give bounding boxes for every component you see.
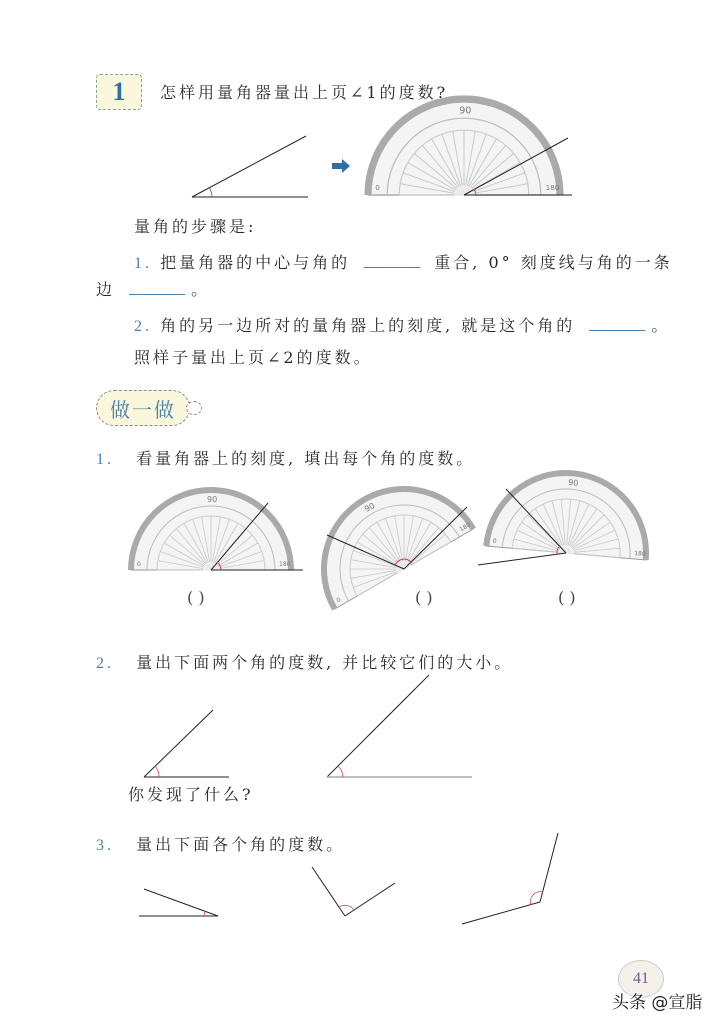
step-1-continued — [96, 277, 210, 300]
answer-slot-1[interactable]: ( ) — [187, 588, 205, 607]
watermark: 头条 @宣脂 — [612, 993, 703, 1013]
exercise-2-text: 量出下面两个角的度数, 并比较它们的大小。 — [136, 653, 514, 672]
exercise-3-text: 量出下面各个角的度数。 — [136, 835, 346, 854]
step-2-number: 2. — [134, 318, 152, 335]
do-it-badge — [96, 390, 190, 426]
step-1-text-c: 边 — [96, 280, 116, 299]
exercise-3-number: 3. — [96, 837, 114, 854]
exercise-2 — [96, 650, 513, 673]
step-2-blank[interactable] — [589, 329, 645, 331]
step-1-text-b: 重合, 0° 刻度线与角的一条 — [434, 253, 673, 272]
right-arrow-icon — [332, 159, 350, 173]
period: 。 — [651, 316, 671, 335]
step-2-text: 角的另一边所对的量角器上的刻度, 就是这个角的 — [160, 316, 576, 335]
period: 。 — [191, 280, 211, 299]
exercise-2-prompt: 你发现了什么? — [128, 785, 254, 804]
answer-slot-2[interactable]: ( ) — [415, 588, 433, 607]
steps-title: 量角的步骤是: — [134, 217, 257, 236]
follow-up: 照样子量出上页∠2的度数。 — [134, 348, 373, 367]
step-2 — [134, 313, 670, 336]
exercise-3 — [96, 832, 345, 855]
page-number-text: 41 — [633, 970, 649, 987]
exercise-2-number: 2. — [96, 655, 114, 672]
exercise-1-number: 1. — [96, 451, 114, 468]
exercise-1-text: 看量角器上的刻度, 填出每个角的度数。 — [136, 449, 476, 468]
step-1-blank-2[interactable] — [129, 293, 185, 295]
step-1-number: 1. — [134, 255, 152, 272]
step-1-blank-1[interactable] — [364, 266, 420, 268]
step-1 — [134, 250, 673, 273]
example-question: 怎样用量角器量出上页∠1的度数? — [160, 83, 449, 102]
example-number: 1 — [112, 77, 126, 106]
speech-bubble-icon — [186, 401, 202, 415]
answer-slot-3[interactable]: ( ) — [558, 588, 576, 607]
do-it-label: 做一做 — [110, 397, 176, 422]
step-1-text-a: 把量角器的中心与角的 — [160, 253, 351, 272]
exercise-1 — [96, 446, 475, 469]
